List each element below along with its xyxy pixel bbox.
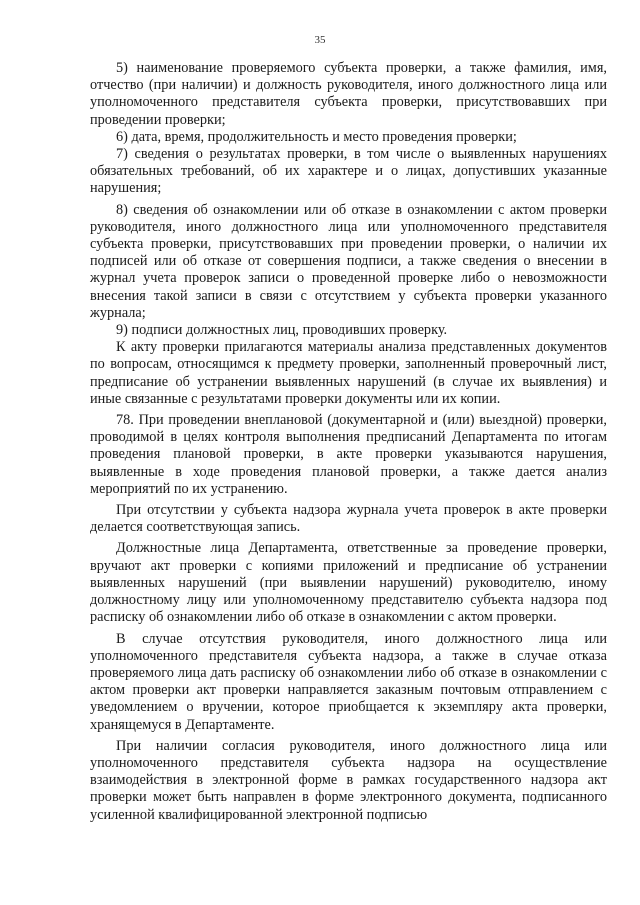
paragraph-78: 78. При проведении внеплановой (документарной и (или) выездной) проверки, проводимой в целях контроля выполнения предписаний Департамента по итогам проведения плановой проверки, в акте проверки указываются нарушения, выявленные в ходе проведения плановой проверки, а также дается анализ мероприятий по их устранению. <box>90 412 607 497</box>
paragraph-attachments: К акту проверки прилагаются материалы анализа представленных документов по вопросам, относящимся к предмету проверки, заполненный проверочный лист, предписание об устранении выявленных нарушений (в случае их выявления) и иные связанные с результатами проверки документы или их копии. <box>90 339 607 407</box>
document-body <box>90 60 607 824</box>
paragraph-absence: В случае отсутствия руководителя, иного должностного лица или уполномоченного представителя субъекта надзора, а также в случае отказа проверяемого лица дать расписку об ознакомлении либо об отказе в ознакомлении с актом проверки акт проверки направляется заказным почтовым отправлением с уведомлением о вручении, которое приобщается к экземпляру акта проверки, хранящемуся в Департаменте. <box>90 630 607 733</box>
paragraph-no-journal: При отсутствии у субъекта надзора журнала учета проверок в акте проверки делается соответствующая запись. <box>90 502 607 536</box>
list-item-6: 6) дата, время, продолжительность и место проведения проверки; <box>116 128 517 145</box>
list-item-7: 7) сведения о результатах проверки, в том числе о выявленных нарушениях обязательных требований, об их характере и о лицах, допустивших указанные нарушения; <box>90 146 607 197</box>
paragraph-electronic: При наличии согласия руководителя, иного должностного лица или уполномоченного представителя субъекта надзора на осуществление взаимодействия в электронной форме в рамках государственного надзора акт проверки может быть направлен в форме электронного документа, подписанного усиленной квалифицированной электронной подписью <box>90 737 607 823</box>
paragraph-delivery: Должностные лица Департамента, ответственные за проведение проверки, вручают акт проверки с копиями приложений и предписание об устранении выявленных нарушений (при выявлении нарушений) руководителю, иному должностному лицу или уполномоченному представителю субъекта надзора под расписку об ознакомлении либо об отказе в ознакомлении с актом проверки. <box>90 540 607 626</box>
page-number: 35 <box>314 34 326 46</box>
list-item-8: 8) сведения об ознакомлении или об отказе в ознакомлении с актом проверки руководителя, иного должностного лица или уполномоченного представителя субъекта проверки, присутствовавших при проведении проверки, о наличии их подписей или об отказе от совершения подписи, а также сведения о внесении в журнал учета проверок записи о проведенной проверке либо о невозможности внесения такой записи в связи с отсутствием у субъекта проверки указанного журнала; <box>90 201 607 321</box>
list-item-5: 5) наименование проверяемого субъекта проверки, а также фамилия, имя, отчество (при наличии) и должность руководителя, иного должностного лица или уполномоченного представителя субъекта проверки, присутствовавших при проведении проверки; <box>90 60 607 128</box>
list-item-9: 9) подписи должностных лиц, проводивших проверку. <box>116 322 448 339</box>
